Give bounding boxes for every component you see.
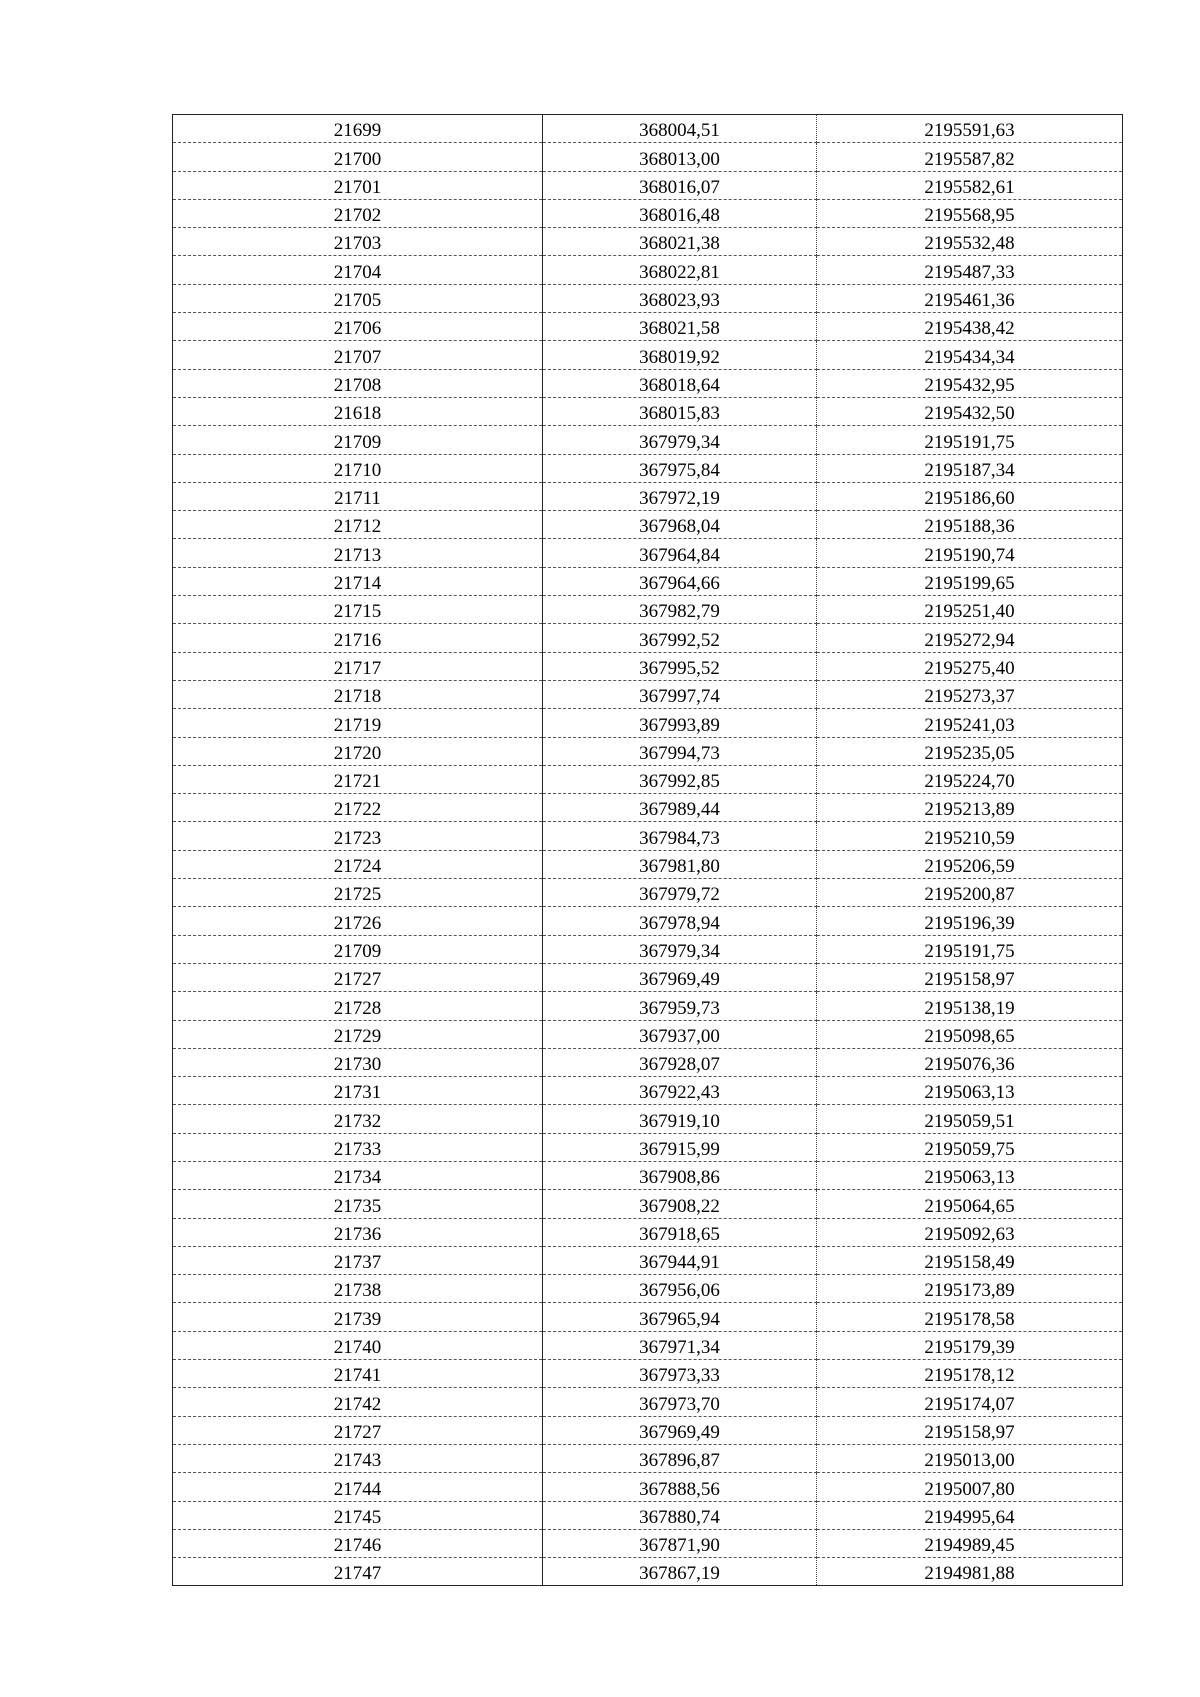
table-row bbox=[173, 454, 1123, 482]
table-row bbox=[173, 171, 1123, 199]
point-number-cell: 21718 bbox=[173, 680, 543, 708]
x-coordinate-cell: 367922,43 bbox=[543, 1077, 817, 1105]
y-coordinate-cell: 2195434,34 bbox=[817, 341, 1123, 369]
point-number-cell: 21703 bbox=[173, 228, 543, 256]
table-row bbox=[173, 482, 1123, 510]
y-coordinate-cell: 2195190,74 bbox=[817, 539, 1123, 567]
y-coordinate-cell: 2195213,89 bbox=[817, 794, 1123, 822]
y-coordinate-cell: 2195273,37 bbox=[817, 680, 1123, 708]
point-number-cell: 21706 bbox=[173, 313, 543, 341]
point-number-cell: 21727 bbox=[173, 963, 543, 991]
x-coordinate-cell: 367982,79 bbox=[543, 596, 817, 624]
point-number-cell: 21745 bbox=[173, 1501, 543, 1529]
y-coordinate-cell: 2194981,88 bbox=[817, 1558, 1123, 1586]
x-coordinate-cell: 367956,06 bbox=[543, 1275, 817, 1303]
y-coordinate-cell: 2195059,75 bbox=[817, 1133, 1123, 1161]
y-coordinate-cell: 2195076,36 bbox=[817, 1048, 1123, 1076]
table-row bbox=[173, 1246, 1123, 1274]
x-coordinate-cell: 367975,84 bbox=[543, 454, 817, 482]
x-coordinate-cell: 367968,04 bbox=[543, 511, 817, 539]
table-row bbox=[173, 199, 1123, 227]
table-row bbox=[173, 1416, 1123, 1444]
y-coordinate-cell: 2195158,97 bbox=[817, 963, 1123, 991]
point-number-cell: 21720 bbox=[173, 737, 543, 765]
y-coordinate-cell: 2195063,13 bbox=[817, 1077, 1123, 1105]
point-number-cell: 21737 bbox=[173, 1246, 543, 1274]
y-coordinate-cell: 2195191,75 bbox=[817, 426, 1123, 454]
table-row bbox=[173, 992, 1123, 1020]
x-coordinate-cell: 367944,91 bbox=[543, 1246, 817, 1274]
x-coordinate-cell: 367973,70 bbox=[543, 1388, 817, 1416]
table-row bbox=[173, 228, 1123, 256]
x-coordinate-cell: 367978,94 bbox=[543, 907, 817, 935]
table-row bbox=[173, 850, 1123, 878]
y-coordinate-cell: 2195487,33 bbox=[817, 256, 1123, 284]
x-coordinate-cell: 368019,92 bbox=[543, 341, 817, 369]
y-coordinate-cell: 2195138,19 bbox=[817, 992, 1123, 1020]
x-coordinate-cell: 367992,85 bbox=[543, 765, 817, 793]
table-row bbox=[173, 567, 1123, 595]
y-coordinate-cell: 2195224,70 bbox=[817, 765, 1123, 793]
x-coordinate-cell: 368013,00 bbox=[543, 143, 817, 171]
table-row bbox=[173, 1388, 1123, 1416]
table-row bbox=[173, 1558, 1123, 1586]
y-coordinate-cell: 2195191,75 bbox=[817, 935, 1123, 963]
table-row bbox=[173, 596, 1123, 624]
table-row bbox=[173, 539, 1123, 567]
table-row bbox=[173, 1529, 1123, 1557]
table-row bbox=[173, 1161, 1123, 1189]
y-coordinate-cell: 2195178,58 bbox=[817, 1303, 1123, 1331]
y-coordinate-cell: 2195174,07 bbox=[817, 1388, 1123, 1416]
point-number-cell: 21713 bbox=[173, 539, 543, 567]
x-coordinate-cell: 368018,64 bbox=[543, 369, 817, 397]
point-number-cell: 21704 bbox=[173, 256, 543, 284]
point-number-cell: 21727 bbox=[173, 1416, 543, 1444]
y-coordinate-cell: 2195432,95 bbox=[817, 369, 1123, 397]
table-row bbox=[173, 822, 1123, 850]
y-coordinate-cell: 2195196,39 bbox=[817, 907, 1123, 935]
table-row bbox=[173, 1331, 1123, 1359]
x-coordinate-cell: 367969,49 bbox=[543, 1416, 817, 1444]
point-number-cell: 21702 bbox=[173, 199, 543, 227]
x-coordinate-cell: 367984,73 bbox=[543, 822, 817, 850]
y-coordinate-cell: 2195272,94 bbox=[817, 624, 1123, 652]
x-coordinate-cell: 367994,73 bbox=[543, 737, 817, 765]
x-coordinate-cell: 367964,84 bbox=[543, 539, 817, 567]
y-coordinate-cell: 2195275,40 bbox=[817, 652, 1123, 680]
table-row bbox=[173, 143, 1123, 171]
table-row bbox=[173, 624, 1123, 652]
y-coordinate-cell: 2195178,12 bbox=[817, 1360, 1123, 1388]
point-number-cell: 21732 bbox=[173, 1105, 543, 1133]
table-row bbox=[173, 1133, 1123, 1161]
table-row bbox=[173, 963, 1123, 991]
point-number-cell: 21726 bbox=[173, 907, 543, 935]
table-row bbox=[173, 369, 1123, 397]
x-coordinate-cell: 367896,87 bbox=[543, 1444, 817, 1472]
x-coordinate-cell: 368023,93 bbox=[543, 284, 817, 312]
x-coordinate-cell: 367928,07 bbox=[543, 1048, 817, 1076]
x-coordinate-cell: 367979,72 bbox=[543, 879, 817, 907]
table-row bbox=[173, 511, 1123, 539]
x-coordinate-cell: 367995,52 bbox=[543, 652, 817, 680]
point-number-cell: 21722 bbox=[173, 794, 543, 822]
y-coordinate-cell: 2195188,36 bbox=[817, 511, 1123, 539]
x-coordinate-cell: 367908,22 bbox=[543, 1190, 817, 1218]
x-coordinate-cell: 367918,65 bbox=[543, 1218, 817, 1246]
point-number-cell: 21730 bbox=[173, 1048, 543, 1076]
y-coordinate-cell: 2195098,65 bbox=[817, 1020, 1123, 1048]
point-number-cell: 21743 bbox=[173, 1444, 543, 1472]
point-number-cell: 21709 bbox=[173, 426, 543, 454]
x-coordinate-cell: 367973,33 bbox=[543, 1360, 817, 1388]
y-coordinate-cell: 2195235,05 bbox=[817, 737, 1123, 765]
table-row bbox=[173, 341, 1123, 369]
point-number-cell: 21724 bbox=[173, 850, 543, 878]
y-coordinate-cell: 2195432,50 bbox=[817, 397, 1123, 425]
x-coordinate-cell: 367972,19 bbox=[543, 482, 817, 510]
x-coordinate-cell: 367992,52 bbox=[543, 624, 817, 652]
x-coordinate-cell: 367993,89 bbox=[543, 709, 817, 737]
x-coordinate-cell: 367908,86 bbox=[543, 1161, 817, 1189]
y-coordinate-cell: 2195568,95 bbox=[817, 199, 1123, 227]
x-coordinate-cell: 368004,51 bbox=[543, 115, 817, 143]
x-coordinate-cell: 367919,10 bbox=[543, 1105, 817, 1133]
point-number-cell: 21740 bbox=[173, 1331, 543, 1359]
x-coordinate-cell: 368016,48 bbox=[543, 199, 817, 227]
y-coordinate-cell: 2195187,34 bbox=[817, 454, 1123, 482]
point-number-cell: 21738 bbox=[173, 1275, 543, 1303]
x-coordinate-cell: 367915,99 bbox=[543, 1133, 817, 1161]
table-row bbox=[173, 1501, 1123, 1529]
y-coordinate-cell: 2194995,64 bbox=[817, 1501, 1123, 1529]
point-number-cell: 21699 bbox=[173, 115, 543, 143]
point-number-cell: 21747 bbox=[173, 1558, 543, 1586]
table-row bbox=[173, 1303, 1123, 1331]
table-row bbox=[173, 426, 1123, 454]
y-coordinate-cell: 2195206,59 bbox=[817, 850, 1123, 878]
y-coordinate-cell: 2195251,40 bbox=[817, 596, 1123, 624]
point-number-cell: 21725 bbox=[173, 879, 543, 907]
table-row bbox=[173, 737, 1123, 765]
point-number-cell: 21708 bbox=[173, 369, 543, 397]
point-number-cell: 21707 bbox=[173, 341, 543, 369]
table-row bbox=[173, 1105, 1123, 1133]
point-number-cell: 21714 bbox=[173, 567, 543, 595]
table-row bbox=[173, 1360, 1123, 1388]
y-coordinate-cell: 2195013,00 bbox=[817, 1444, 1123, 1472]
point-number-cell: 21716 bbox=[173, 624, 543, 652]
y-coordinate-cell: 2195438,42 bbox=[817, 313, 1123, 341]
point-number-cell: 21705 bbox=[173, 284, 543, 312]
point-number-cell: 21746 bbox=[173, 1529, 543, 1557]
y-coordinate-cell: 2195591,63 bbox=[817, 115, 1123, 143]
x-coordinate-cell: 367867,19 bbox=[543, 1558, 817, 1586]
table-row bbox=[173, 935, 1123, 963]
table-row bbox=[173, 1275, 1123, 1303]
x-coordinate-cell: 367971,34 bbox=[543, 1331, 817, 1359]
x-coordinate-cell: 367871,90 bbox=[543, 1529, 817, 1557]
point-number-cell: 21711 bbox=[173, 482, 543, 510]
point-number-cell: 21723 bbox=[173, 822, 543, 850]
x-coordinate-cell: 367937,00 bbox=[543, 1020, 817, 1048]
point-number-cell: 21721 bbox=[173, 765, 543, 793]
table-row bbox=[173, 1048, 1123, 1076]
y-coordinate-cell: 2195064,65 bbox=[817, 1190, 1123, 1218]
table-row bbox=[173, 1020, 1123, 1048]
x-coordinate-cell: 368022,81 bbox=[543, 256, 817, 284]
point-number-cell: 21736 bbox=[173, 1218, 543, 1246]
table-row bbox=[173, 1077, 1123, 1105]
table-row bbox=[173, 284, 1123, 312]
y-coordinate-cell: 2195199,65 bbox=[817, 567, 1123, 595]
point-number-cell: 21744 bbox=[173, 1473, 543, 1501]
x-coordinate-cell: 367979,34 bbox=[543, 426, 817, 454]
table-row bbox=[173, 1218, 1123, 1246]
x-coordinate-cell: 367880,74 bbox=[543, 1501, 817, 1529]
y-coordinate-cell: 2195158,97 bbox=[817, 1416, 1123, 1444]
y-coordinate-cell: 2195179,39 bbox=[817, 1331, 1123, 1359]
x-coordinate-cell: 367888,56 bbox=[543, 1473, 817, 1501]
point-number-cell: 21709 bbox=[173, 935, 543, 963]
point-number-cell: 21618 bbox=[173, 397, 543, 425]
table-row bbox=[173, 709, 1123, 737]
y-coordinate-cell: 2195186,60 bbox=[817, 482, 1123, 510]
y-coordinate-cell: 2195173,89 bbox=[817, 1275, 1123, 1303]
point-number-cell: 21741 bbox=[173, 1360, 543, 1388]
y-coordinate-cell: 2195210,59 bbox=[817, 822, 1123, 850]
table-row bbox=[173, 1444, 1123, 1472]
coordinates-table-body bbox=[173, 115, 1123, 1586]
x-coordinate-cell: 367969,49 bbox=[543, 963, 817, 991]
y-coordinate-cell: 2195587,82 bbox=[817, 143, 1123, 171]
y-coordinate-cell: 2195200,87 bbox=[817, 879, 1123, 907]
y-coordinate-cell: 2195092,63 bbox=[817, 1218, 1123, 1246]
table-row bbox=[173, 907, 1123, 935]
y-coordinate-cell: 2195007,80 bbox=[817, 1473, 1123, 1501]
table-row bbox=[173, 1473, 1123, 1501]
point-number-cell: 21701 bbox=[173, 171, 543, 199]
point-number-cell: 21710 bbox=[173, 454, 543, 482]
x-coordinate-cell: 367997,74 bbox=[543, 680, 817, 708]
table-row bbox=[173, 313, 1123, 341]
point-number-cell: 21742 bbox=[173, 1388, 543, 1416]
point-number-cell: 21733 bbox=[173, 1133, 543, 1161]
table-row bbox=[173, 1190, 1123, 1218]
coordinates-table bbox=[172, 114, 1123, 1586]
y-coordinate-cell: 2195241,03 bbox=[817, 709, 1123, 737]
point-number-cell: 21739 bbox=[173, 1303, 543, 1331]
table-row bbox=[173, 879, 1123, 907]
y-coordinate-cell: 2195158,49 bbox=[817, 1246, 1123, 1274]
y-coordinate-cell: 2195582,61 bbox=[817, 171, 1123, 199]
point-number-cell: 21712 bbox=[173, 511, 543, 539]
x-coordinate-cell: 368015,83 bbox=[543, 397, 817, 425]
point-number-cell: 21715 bbox=[173, 596, 543, 624]
y-coordinate-cell: 2194989,45 bbox=[817, 1529, 1123, 1557]
y-coordinate-cell: 2195059,51 bbox=[817, 1105, 1123, 1133]
table-row bbox=[173, 397, 1123, 425]
y-coordinate-cell: 2195461,36 bbox=[817, 284, 1123, 312]
x-coordinate-cell: 367989,44 bbox=[543, 794, 817, 822]
x-coordinate-cell: 367964,66 bbox=[543, 567, 817, 595]
x-coordinate-cell: 367965,94 bbox=[543, 1303, 817, 1331]
point-number-cell: 21731 bbox=[173, 1077, 543, 1105]
table-row bbox=[173, 652, 1123, 680]
table-row bbox=[173, 765, 1123, 793]
x-coordinate-cell: 368016,07 bbox=[543, 171, 817, 199]
point-number-cell: 21729 bbox=[173, 1020, 543, 1048]
x-coordinate-cell: 368021,38 bbox=[543, 228, 817, 256]
point-number-cell: 21719 bbox=[173, 709, 543, 737]
point-number-cell: 21734 bbox=[173, 1161, 543, 1189]
y-coordinate-cell: 2195063,13 bbox=[817, 1161, 1123, 1189]
table-row bbox=[173, 680, 1123, 708]
x-coordinate-cell: 368021,58 bbox=[543, 313, 817, 341]
x-coordinate-cell: 367979,34 bbox=[543, 935, 817, 963]
table-row bbox=[173, 794, 1123, 822]
point-number-cell: 21700 bbox=[173, 143, 543, 171]
point-number-cell: 21735 bbox=[173, 1190, 543, 1218]
table-row bbox=[173, 115, 1123, 143]
point-number-cell: 21717 bbox=[173, 652, 543, 680]
x-coordinate-cell: 367981,80 bbox=[543, 850, 817, 878]
point-number-cell: 21728 bbox=[173, 992, 543, 1020]
y-coordinate-cell: 2195532,48 bbox=[817, 228, 1123, 256]
table-row bbox=[173, 256, 1123, 284]
x-coordinate-cell: 367959,73 bbox=[543, 992, 817, 1020]
